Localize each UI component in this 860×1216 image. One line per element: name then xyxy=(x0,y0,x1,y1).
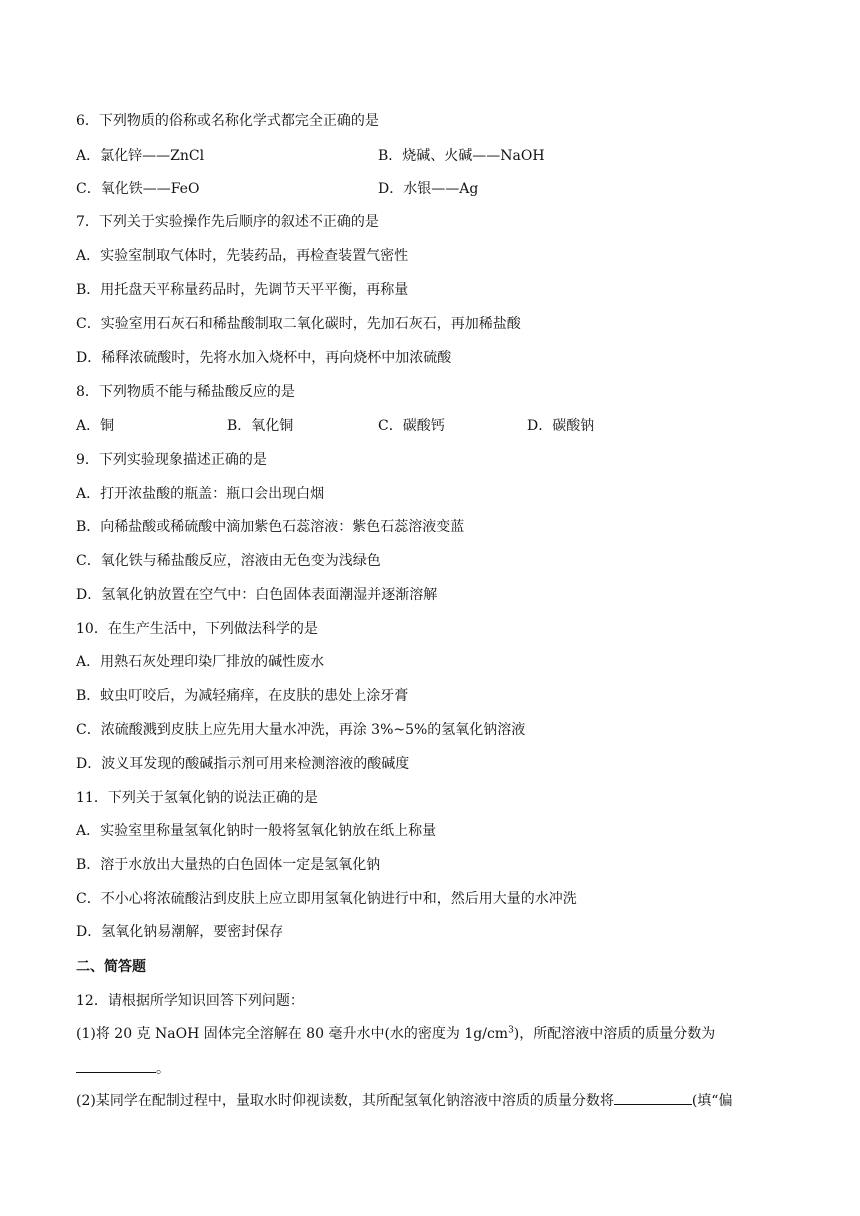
question-12-part-2-text: (2)某同学在配制过程中，量取水时仰视读数，其所配氢氧化钠溶液中溶质的质量分数将 xyxy=(76,1093,614,1109)
question-12-part-2 xyxy=(76,1090,732,1111)
question-12-stem: 12．请根据所学知识回答下列问题： xyxy=(76,993,304,1009)
question-6-option-c: C．氧化铁——FeO xyxy=(76,181,200,197)
question-6-stem: 6．下列物质的俗称或名称化学式都完全正确的是 xyxy=(76,113,379,129)
question-9-option-a: A．打开浓盐酸的瓶盖：瓶口会出现白烟 xyxy=(76,486,325,502)
question-12-part-1-text: (1)将 20 克 NaOH 固体完全溶解在 80 毫升水中(水的密度为 1g/cm xyxy=(76,1026,509,1042)
question-9-stem: 9．下列实验现象描述正确的是 xyxy=(76,452,267,468)
question-7-option-c: C．实验室用石灰石和稀盐酸制取二氧化碳时，先加石灰石，再加稀盐酸 xyxy=(76,316,521,332)
question-8-option-c: C．碳酸钙 xyxy=(378,418,445,434)
question-11-stem: 11．下列关于氢氧化钠的说法正确的是 xyxy=(76,790,318,806)
question-8-option-a: A．铜 xyxy=(76,418,115,434)
question-10-option-c: C．浓硫酸溅到皮肤上应先用大量水冲洗，再涂 3%~5%的氢氧化钠溶液 xyxy=(76,722,526,738)
question-11-option-d: D．氢氧化钠易潮解，要密封保存 xyxy=(76,924,284,940)
question-11-option-b: B．溶于水放出大量热的白色固体一定是氢氧化钠 xyxy=(76,857,381,873)
question-8-option-b: B．氧化铜 xyxy=(227,418,294,434)
section-heading: 二、简答题 xyxy=(76,959,146,975)
question-12-part-1 xyxy=(76,1024,715,1044)
question-10-stem: 10．在生产生活中，下列做法科学的是 xyxy=(76,621,318,637)
answer-blank-2[interactable] xyxy=(614,1090,692,1105)
question-6-option-d: D．水银——Ag xyxy=(378,181,479,197)
question-7-option-d: D．稀释浓硫酸时，先将水加入烧杯中，再向烧杯中加浓硫酸 xyxy=(76,350,452,366)
question-11-option-a: A．实验室里称量氢氧化钠时一般将氢氧化钠放在纸上称量 xyxy=(76,823,437,839)
question-9-option-b: B．向稀盐酸或稀硫酸中滴加紫色石蕊溶液：紫色石蕊溶液变蓝 xyxy=(76,519,465,535)
question-8-stem: 8．下列物质不能与稀盐酸反应的是 xyxy=(76,384,295,400)
answer-blank-1[interactable] xyxy=(76,1058,156,1073)
question-9-option-c: C．氧化铁与稀盐酸反应，溶液由无色变为浅绿色 xyxy=(76,553,381,569)
question-6-option-b: B．烧碱、火碱——NaOH xyxy=(378,148,545,164)
question-7-stem: 7．下列关于实验操作先后顺序的叙述不正确的是 xyxy=(76,214,379,230)
superscript-exponent: 3 xyxy=(508,1025,514,1036)
question-7-option-a: A．实验室制取气体时，先装药品，再检查装置气密性 xyxy=(76,248,409,264)
question-7-option-b: B．用托盘天平称量药品时，先调节天平平衡，再称量 xyxy=(76,282,409,298)
question-12-part-2-text-end: (填“偏 xyxy=(691,1093,733,1109)
question-11-option-c: C．不小心将浓硫酸沾到皮肤上应立即用氢氧化钠进行中和，然后用大量的水冲洗 xyxy=(76,891,577,907)
question-10-option-a: A．用熟石灰处理印染厂排放的碱性废水 xyxy=(76,654,325,670)
question-10-option-b: B．蚊虫叮咬后，为减轻痛痒，在皮肤的患处上涂牙膏 xyxy=(76,688,409,704)
question-12-part-1-text-end: )，所配溶液中溶质的质量分数为 xyxy=(513,1026,716,1042)
question-12-part-1-answer xyxy=(76,1058,170,1079)
answer-blank-1-period: 。 xyxy=(156,1061,170,1077)
question-8-option-d: D．碳酸钠 xyxy=(527,418,595,434)
question-10-option-d: D．波义耳发现的酸碱指示剂可用来检测溶液的酸碱度 xyxy=(76,756,410,772)
question-6-option-a: A．氯化锌——ZnCl xyxy=(76,148,205,164)
question-9-option-d: D．氢氧化钠放置在空气中：白色固体表面潮湿并逐渐溶解 xyxy=(76,587,438,603)
